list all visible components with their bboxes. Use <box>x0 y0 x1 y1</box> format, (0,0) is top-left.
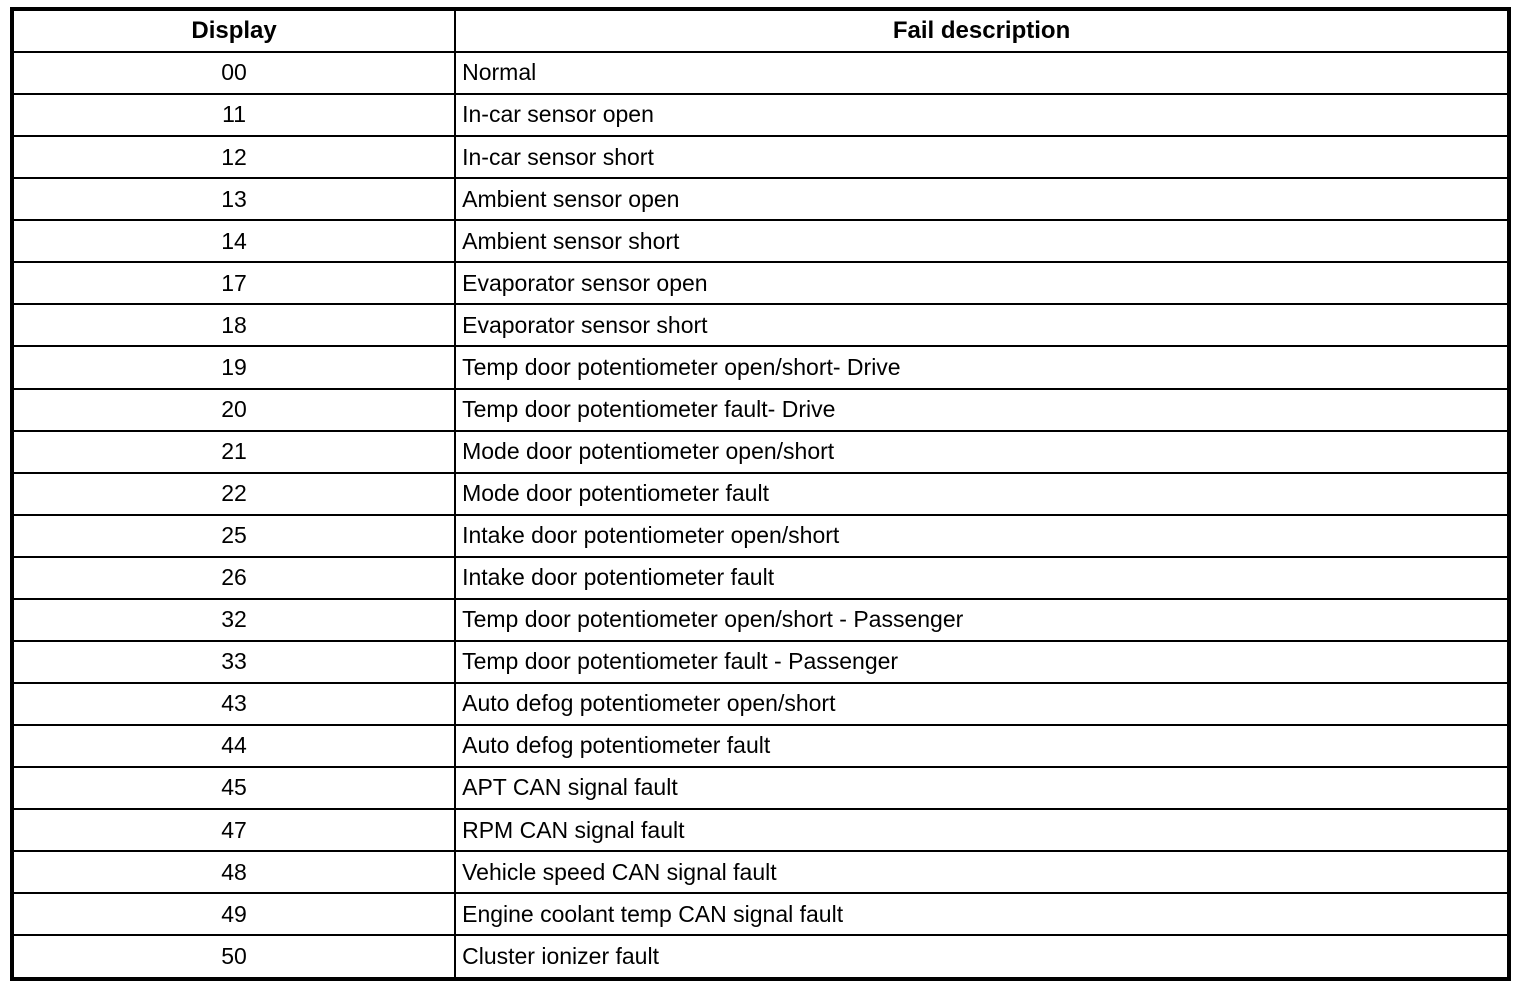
fail-description-cell: Intake door potentiometer fault <box>455 557 1509 599</box>
column-header-fail-description: Fail description <box>455 9 1509 52</box>
display-code-cell: 26 <box>12 557 455 599</box>
display-code-cell: 33 <box>12 641 455 683</box>
fail-description-cell: Temp door potentiometer open/short - Passenger <box>455 599 1509 641</box>
table-row <box>12 935 1509 979</box>
table-row <box>12 262 1509 304</box>
fail-description-cell: Auto defog potentiometer open/short <box>455 683 1509 725</box>
fail-description-cell: Mode door potentiometer fault <box>455 473 1509 515</box>
fail-description-cell: Ambient sensor short <box>455 220 1509 262</box>
display-code-cell: 14 <box>12 220 455 262</box>
display-code-cell: 47 <box>12 809 455 851</box>
display-code-cell: 43 <box>12 683 455 725</box>
header-row <box>12 9 1509 52</box>
table-row <box>12 851 1509 893</box>
table-row <box>12 346 1509 388</box>
display-code-cell: 21 <box>12 431 455 473</box>
fail-description-cell: Auto defog potentiometer fault <box>455 725 1509 767</box>
display-code-cell: 20 <box>12 389 455 431</box>
table-row <box>12 220 1509 262</box>
fail-description-cell: In-car sensor open <box>455 94 1509 136</box>
display-code-cell: 49 <box>12 893 455 935</box>
table-row <box>12 178 1509 220</box>
fail-description-cell: Ambient sensor open <box>455 178 1509 220</box>
table-row <box>12 767 1509 809</box>
table-row <box>12 515 1509 557</box>
fail-description-cell: APT CAN signal fault <box>455 767 1509 809</box>
fail-description-cell: Engine coolant temp CAN signal fault <box>455 893 1509 935</box>
display-code-cell: 00 <box>12 52 455 94</box>
fail-description-cell: Temp door potentiometer fault- Drive <box>455 389 1509 431</box>
table-row <box>12 52 1509 94</box>
display-code-cell: 48 <box>12 851 455 893</box>
table-row <box>12 683 1509 725</box>
fail-description-cell: RPM CAN signal fault <box>455 809 1509 851</box>
display-code-cell: 18 <box>12 304 455 346</box>
fail-description-cell: Intake door potentiometer open/short <box>455 515 1509 557</box>
display-code-cell: 44 <box>12 725 455 767</box>
display-code-cell: 19 <box>12 346 455 388</box>
table-row <box>12 641 1509 683</box>
table-row <box>12 599 1509 641</box>
display-code-cell: 17 <box>12 262 455 304</box>
fail-code-table <box>10 7 1511 981</box>
display-code-cell: 12 <box>12 136 455 178</box>
fail-description-cell: Vehicle speed CAN signal fault <box>455 851 1509 893</box>
table-row <box>12 893 1509 935</box>
display-code-cell: 22 <box>12 473 455 515</box>
fail-description-cell: Temp door potentiometer fault - Passenger <box>455 641 1509 683</box>
fail-description-cell: Cluster ionizer fault <box>455 935 1509 979</box>
display-code-cell: 11 <box>12 94 455 136</box>
fail-description-cell: Evaporator sensor short <box>455 304 1509 346</box>
table-row <box>12 431 1509 473</box>
fail-description-cell: Evaporator sensor open <box>455 262 1509 304</box>
display-code-cell: 25 <box>12 515 455 557</box>
column-header-display: Display <box>12 9 455 52</box>
table-row <box>12 136 1509 178</box>
fail-description-cell: In-car sensor short <box>455 136 1509 178</box>
table-row <box>12 473 1509 515</box>
fail-description-cell: Mode door potentiometer open/short <box>455 431 1509 473</box>
table-body <box>12 52 1509 979</box>
display-code-cell: 45 <box>12 767 455 809</box>
fail-description-cell: Temp door potentiometer open/short- Drive <box>455 346 1509 388</box>
display-code-cell: 32 <box>12 599 455 641</box>
table-row <box>12 809 1509 851</box>
table-row <box>12 725 1509 767</box>
display-code-cell: 13 <box>12 178 455 220</box>
fail-description-cell: Normal <box>455 52 1509 94</box>
display-code-cell: 50 <box>12 935 455 979</box>
table-row <box>12 557 1509 599</box>
table-row <box>12 304 1509 346</box>
table-row <box>12 389 1509 431</box>
table-row <box>12 94 1509 136</box>
